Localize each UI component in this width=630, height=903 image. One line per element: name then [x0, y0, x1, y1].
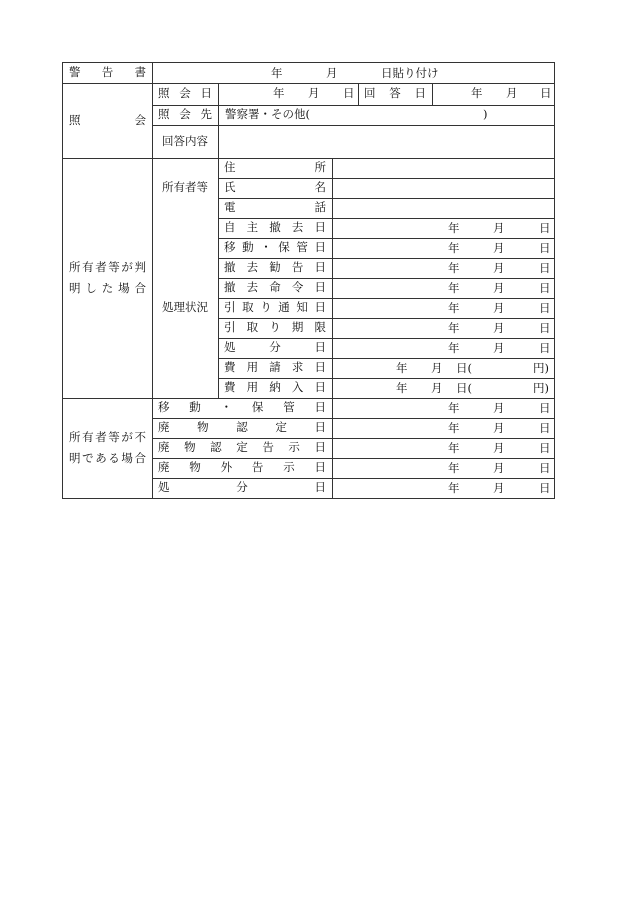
label-char: 等 — [108, 430, 120, 444]
label-char: 等 — [108, 260, 120, 274]
answer-date-year: 年 — [471, 86, 483, 100]
process-item-label-char: 用 — [246, 380, 259, 395]
unknown-day: 日 — [539, 421, 551, 435]
process-item-label-char: 取 — [242, 300, 254, 315]
label-char: 合 — [134, 450, 146, 465]
unknown-month: 月 — [493, 421, 505, 435]
unknown-item-label-char: 廃 — [158, 460, 170, 475]
cost-yen: 円) — [533, 381, 549, 395]
process-year: 年 — [448, 321, 460, 335]
unknown-month: 月 — [493, 461, 505, 475]
inquiry-label — [63, 83, 152, 158]
process-day: 日 — [539, 301, 551, 315]
unknown-item-label-char: 日 — [314, 440, 326, 455]
inquiry-dest-value[interactable]: 警察署・その他( — [225, 107, 310, 121]
process-item-label-char: 日 — [314, 380, 326, 395]
answer-content-label — [152, 125, 218, 158]
unknown-item-label-char: 日 — [314, 400, 326, 415]
process-item-label-char: 通 — [278, 300, 290, 315]
process-month: 月 — [493, 341, 505, 355]
unknown-item-label-char: 物 — [184, 440, 196, 455]
process-item-label-char: 移 — [224, 240, 236, 255]
cost-yen: 円) — [533, 361, 549, 375]
answer-date-label-char: 答 — [389, 86, 401, 101]
unknown-item-label — [152, 458, 332, 478]
unknown-item-label — [152, 438, 332, 458]
label-char: で — [82, 450, 94, 465]
inquiry-dest-close: ) — [483, 107, 488, 121]
process-item-label-char: 撤 — [224, 280, 236, 295]
process-item-label-char: 用 — [246, 360, 259, 375]
process-item-label-char: 期 — [291, 320, 304, 335]
label-char: 有 — [82, 430, 94, 444]
group-label-line — [69, 432, 146, 444]
process-year: 年 — [448, 281, 460, 295]
owner-field-label-char: 氏 — [224, 180, 236, 195]
owner-label-text: 所有者等 — [162, 180, 208, 195]
unknown-item-label-char: 移 — [158, 400, 170, 415]
unknown-item-label-char: 廃 — [158, 440, 170, 455]
unknown-item-label-char: 定 — [236, 440, 248, 455]
process-item-label-char: 納 — [269, 380, 281, 395]
unknown-year: 年 — [448, 481, 460, 495]
unknown-item-label-char: 物 — [197, 420, 209, 435]
process-item-label-char: 費 — [224, 360, 236, 375]
process-item-label-char: 日 — [314, 300, 326, 315]
unknown-day: 日 — [539, 461, 551, 475]
group-label-line — [69, 262, 146, 274]
inquiry-date-month: 月 — [308, 86, 320, 100]
owner-field-label-char: 名 — [314, 180, 326, 195]
unknown-item-label — [152, 478, 332, 498]
inquiry-date-label-char: 日 — [200, 86, 212, 101]
process-day: 日 — [539, 341, 551, 355]
unknown-year: 年 — [448, 421, 460, 435]
inquiry-date-day: 日 — [343, 86, 355, 100]
process-item-label-char: 日 — [314, 340, 326, 355]
unknown-month: 月 — [493, 401, 505, 415]
process-day: 日 — [539, 321, 551, 335]
process-item-label-char: 入 — [291, 380, 304, 395]
grid-line — [432, 83, 433, 105]
cost-day-paren: 日( — [456, 361, 472, 375]
warning-label — [63, 63, 152, 83]
label-char: 者 — [95, 260, 107, 274]
inquiry-dest-label-char: 照 — [158, 107, 170, 122]
unknown-day: 日 — [539, 401, 551, 415]
inquiry-label-char: 会 — [134, 112, 146, 127]
owner-field-label-char: 話 — [314, 200, 326, 215]
label-char: し — [85, 280, 97, 295]
process-item-label-char: 知 — [296, 300, 308, 315]
process-item-label-char: 保 — [278, 240, 290, 255]
label-char: 有 — [82, 260, 94, 274]
process-item-label — [218, 338, 332, 358]
answer-date-month: 月 — [506, 86, 518, 100]
unknown-item-label-char: 外 — [220, 460, 233, 475]
label-char: た — [101, 280, 114, 295]
unknown-day: 日 — [539, 441, 551, 455]
process-month: 月 — [493, 241, 505, 255]
process-item-label-char: 日 — [314, 220, 326, 235]
process-item-label-char: 去 — [246, 260, 259, 275]
process-item-label-char: 求 — [291, 360, 304, 375]
owner-field-label-char: 住 — [224, 160, 236, 175]
unknown-item-label-char: 物 — [189, 460, 201, 475]
process-item-label — [218, 218, 332, 238]
label-char: 合 — [134, 280, 146, 295]
label-char: る — [108, 450, 120, 465]
inquiry-date-label — [152, 83, 218, 105]
owner-field-value[interactable] — [332, 158, 554, 178]
cost-year: 年 — [396, 361, 408, 375]
cost-day-paren: 日( — [456, 381, 472, 395]
owner-field-label — [218, 198, 332, 218]
process-item-label-char: 管 — [296, 240, 308, 255]
unknown-item-label-char: 認 — [210, 440, 222, 455]
process-day: 日 — [539, 221, 551, 235]
grid-line — [218, 83, 219, 158]
owner-field-value[interactable] — [332, 178, 554, 198]
unknown-owner-group-label — [63, 398, 152, 498]
process-item-label-char: 令 — [291, 280, 304, 295]
process-item-label-char: り — [269, 320, 281, 335]
process-item-label-char: 請 — [269, 360, 281, 375]
warning-record-form — [62, 62, 555, 499]
unknown-item-label-char: 定 — [275, 420, 287, 435]
inquiry-dest-label — [152, 105, 218, 125]
process-item-label-char: 引 — [224, 300, 236, 315]
process-item-label-char: 自 — [224, 220, 236, 235]
process-year: 年 — [448, 261, 460, 275]
process-item-label — [218, 258, 332, 278]
process-item-label-char: 費 — [224, 380, 236, 395]
process-day: 日 — [539, 261, 551, 275]
unknown-item-label-char: ・ — [220, 400, 233, 415]
unknown-item-label-char: 示 — [283, 460, 295, 475]
answer-date-label — [358, 83, 432, 105]
process-item-label-char: 限 — [314, 320, 326, 335]
process-item-label-char: 告 — [291, 260, 304, 275]
process-item-label-char: 日 — [314, 260, 326, 275]
group-label-line — [69, 450, 146, 465]
process-item-label-char: 去 — [291, 220, 304, 235]
inquiry-date-year: 年 — [273, 86, 285, 100]
warning-day-posted: 日貼り付け — [381, 66, 439, 80]
unknown-year: 年 — [448, 441, 460, 455]
process-item-label-char: 分 — [269, 340, 281, 355]
process-item-label-char: 取 — [246, 320, 259, 335]
label-char: 判 — [134, 260, 146, 274]
process-item-label — [218, 378, 332, 398]
unknown-item-label — [152, 418, 332, 438]
answer-date-label-char: 日 — [414, 86, 426, 101]
warning-label-char: 告 — [101, 65, 114, 80]
warning-month: 月 — [326, 66, 338, 80]
process-item-label-char: 命 — [269, 280, 281, 295]
inquiry-dest-label-char: 会 — [179, 107, 191, 122]
warning-label-char: 書 — [134, 65, 146, 80]
owner-field-label-char: 電 — [224, 200, 236, 215]
owner-field-value[interactable] — [332, 198, 554, 218]
label-char: 者 — [95, 430, 107, 444]
label-char: 場 — [118, 280, 130, 295]
label-char: 場 — [121, 450, 133, 465]
unknown-item-label-char: 告 — [262, 440, 274, 455]
label-char: 不 — [134, 430, 146, 444]
unknown-item-label-char: 管 — [283, 400, 295, 415]
process-item-label — [218, 298, 332, 318]
process-item-label-char: 撤 — [224, 260, 236, 275]
process-day: 日 — [539, 241, 551, 255]
warning-year: 年 — [271, 66, 283, 80]
process-year: 年 — [448, 221, 460, 235]
process-item-label-char: り — [260, 300, 272, 315]
unknown-item-label-char: 告 — [251, 460, 264, 475]
warning-label-char: 警 — [69, 65, 81, 80]
unknown-item-label-char: 保 — [251, 400, 264, 415]
process-item-label — [218, 238, 332, 258]
process-item-label-char: 勧 — [269, 260, 281, 275]
label-char: が — [121, 260, 133, 274]
label-char: 所 — [69, 260, 81, 274]
unknown-item-label-char: 示 — [288, 440, 300, 455]
owner-field-label — [218, 158, 332, 178]
inquiry-dest-label-char: 先 — [200, 107, 212, 122]
unknown-year: 年 — [448, 401, 460, 415]
unknown-year: 年 — [448, 461, 460, 475]
label-char: が — [121, 430, 133, 444]
unknown-item-label-char: 日 — [314, 420, 326, 435]
inquiry-label-char: 照 — [69, 112, 81, 127]
process-month: 月 — [493, 321, 505, 335]
process-year: 年 — [448, 341, 460, 355]
owner-field-label-char: 所 — [314, 160, 326, 175]
process-month: 月 — [493, 221, 505, 235]
unknown-item-label — [152, 398, 332, 418]
process-item-label-char: 撤 — [269, 220, 281, 235]
cost-month: 月 — [431, 361, 443, 375]
cost-month: 月 — [431, 381, 443, 395]
process-day: 日 — [539, 281, 551, 295]
process-item-label-char: 動 — [242, 240, 254, 255]
unknown-item-label-char: 日 — [314, 480, 326, 495]
label-char: 明 — [69, 280, 81, 295]
process-item-label — [218, 358, 332, 378]
owner-field-label — [218, 178, 332, 198]
unknown-item-label-char: 動 — [189, 400, 201, 415]
process-item-label — [218, 318, 332, 338]
owner-label — [152, 158, 218, 218]
answer-content-text: 回答内容 — [162, 133, 208, 148]
process-item-label-char: 処 — [224, 340, 236, 355]
inquiry-date-label-char: 会 — [179, 86, 191, 101]
label-char: あ — [95, 450, 107, 465]
unknown-day: 日 — [539, 481, 551, 495]
process-year: 年 — [448, 241, 460, 255]
label-char: 明 — [69, 450, 81, 465]
inquiry-date-label-char: 照 — [158, 86, 170, 101]
process-item-label — [218, 278, 332, 298]
label-char: 所 — [69, 430, 81, 444]
process-label — [152, 218, 218, 398]
unknown-month: 月 — [493, 441, 505, 455]
process-item-label-char: 日 — [314, 240, 326, 255]
unknown-item-label-char: 日 — [314, 460, 326, 475]
process-item-label-char: 引 — [224, 320, 236, 335]
process-label-text: 処理状況 — [162, 300, 208, 315]
answer-date-day: 日 — [540, 86, 552, 100]
process-month: 月 — [493, 301, 505, 315]
process-item-label-char: 日 — [314, 280, 326, 295]
process-month: 月 — [493, 281, 505, 295]
cost-year: 年 — [396, 381, 408, 395]
unknown-item-label-char: 分 — [236, 480, 248, 495]
process-item-label-char: ・ — [260, 240, 272, 255]
unknown-item-label-char: 認 — [236, 420, 248, 435]
process-year: 年 — [448, 301, 460, 315]
process-item-label-char: 去 — [246, 280, 259, 295]
known-owner-group-label — [63, 158, 152, 398]
process-item-label-char: 日 — [314, 360, 326, 375]
unknown-item-label-char: 廃 — [158, 420, 170, 435]
group-label-line — [69, 280, 146, 295]
process-item-label-char: 主 — [246, 220, 259, 235]
answer-date-label-char: 回 — [364, 86, 376, 101]
unknown-item-label-char: 処 — [158, 480, 170, 495]
unknown-month: 月 — [493, 481, 505, 495]
process-month: 月 — [493, 261, 505, 275]
